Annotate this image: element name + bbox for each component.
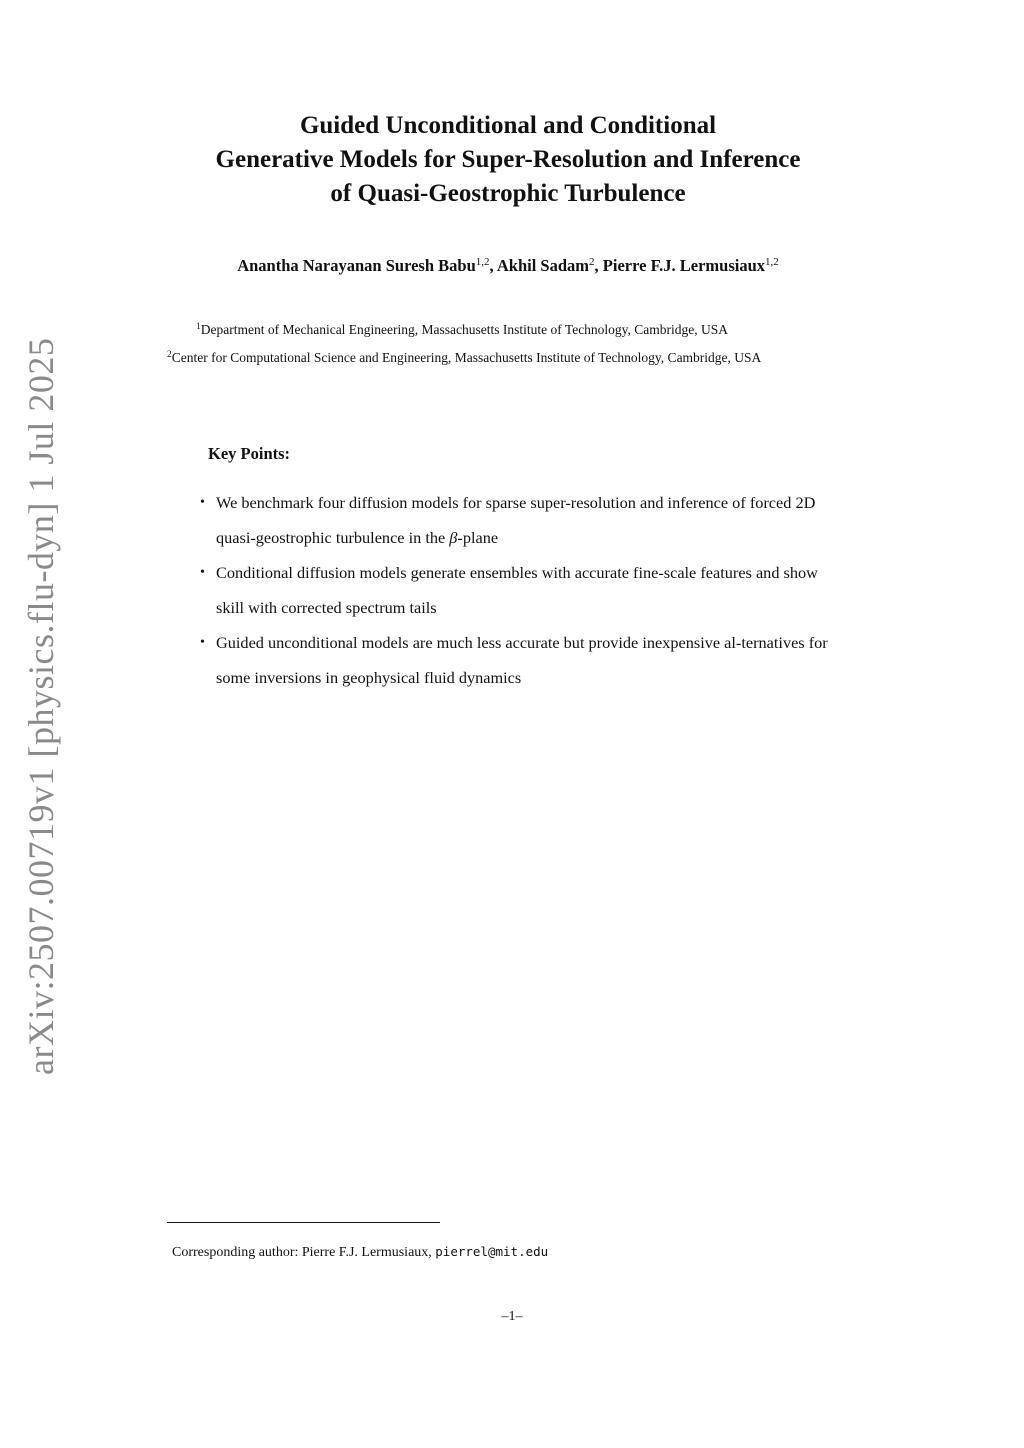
affiliation-mark: 1 bbox=[196, 322, 201, 332]
paper-title bbox=[150, 109, 866, 211]
arxiv-identifier-stamp: arXiv:2507.00719v1 [physics.flu-dyn] 1 Jul 2025 bbox=[21, 337, 61, 1075]
page-number: –1– bbox=[501, 1309, 523, 1324]
footnote-divider bbox=[167, 1222, 440, 1223]
title-line: of Quasi-Geostrophic Turbulence bbox=[330, 180, 686, 207]
key-point-item bbox=[200, 555, 840, 625]
key-point-item bbox=[200, 625, 840, 695]
author-name: Pierre F.J. Lermusiaux bbox=[602, 256, 766, 275]
footnote-label: Corresponding author: Pierre F.J. Lermusiaux, bbox=[172, 1245, 436, 1260]
key-point-text bbox=[216, 485, 840, 555]
title-line: Guided Unconditional and Conditional bbox=[299, 112, 717, 139]
key-point-item bbox=[200, 485, 840, 555]
affiliation-mark: 2 bbox=[167, 350, 172, 360]
author-name: Akhil Sadam bbox=[496, 256, 590, 275]
beta-symbol: β bbox=[449, 528, 458, 547]
affiliation-1 bbox=[196, 322, 728, 338]
affiliation-text: Department of Mechanical Engineering, Massachusetts Institute of Technology, Cambridge, USA bbox=[200, 322, 729, 337]
author-list bbox=[100, 256, 916, 276]
bullet-icon: • bbox=[200, 495, 205, 510]
key-point-text: Conditional diffusion models generate ensembles with accurate fine-scale features and show skill with corrected spectrum tails bbox=[216, 563, 818, 617]
key-point-text-part: -plane bbox=[457, 528, 499, 547]
affiliation-text: Center for Computational Science and Engineering, Massachusetts Institute of Technology, Cambridge, USA bbox=[171, 350, 762, 365]
author-affiliation-mark: 1,2 bbox=[475, 256, 490, 268]
key-point-text-part: We benchmark four diffusion models for sparse super-resolution and inference of forced 2D quasi-geostrophic turbulence in the bbox=[216, 493, 816, 547]
key-point-text: Guided unconditional models are much less accurate but provide inexpensive al-ternatives for some inversions in geophysical fluid dynamics bbox=[216, 633, 828, 687]
bullet-icon: • bbox=[200, 565, 205, 580]
author-email: pierrel@mit.edu bbox=[435, 1244, 549, 1259]
affiliation-2 bbox=[167, 350, 761, 366]
corresponding-author-footnote bbox=[172, 1244, 548, 1261]
author-name: Anantha Narayanan Suresh Babu bbox=[237, 256, 476, 275]
author-separator: , bbox=[594, 256, 603, 275]
bullet-icon: • bbox=[200, 635, 205, 650]
key-points-heading: Key Points: bbox=[208, 444, 291, 463]
author-affiliation-mark: 2 bbox=[589, 256, 595, 268]
author-separator: , bbox=[489, 256, 497, 275]
title-line: Generative Models for Super-Resolution and Inference bbox=[215, 146, 801, 173]
author-affiliation-mark: 1,2 bbox=[765, 256, 779, 268]
